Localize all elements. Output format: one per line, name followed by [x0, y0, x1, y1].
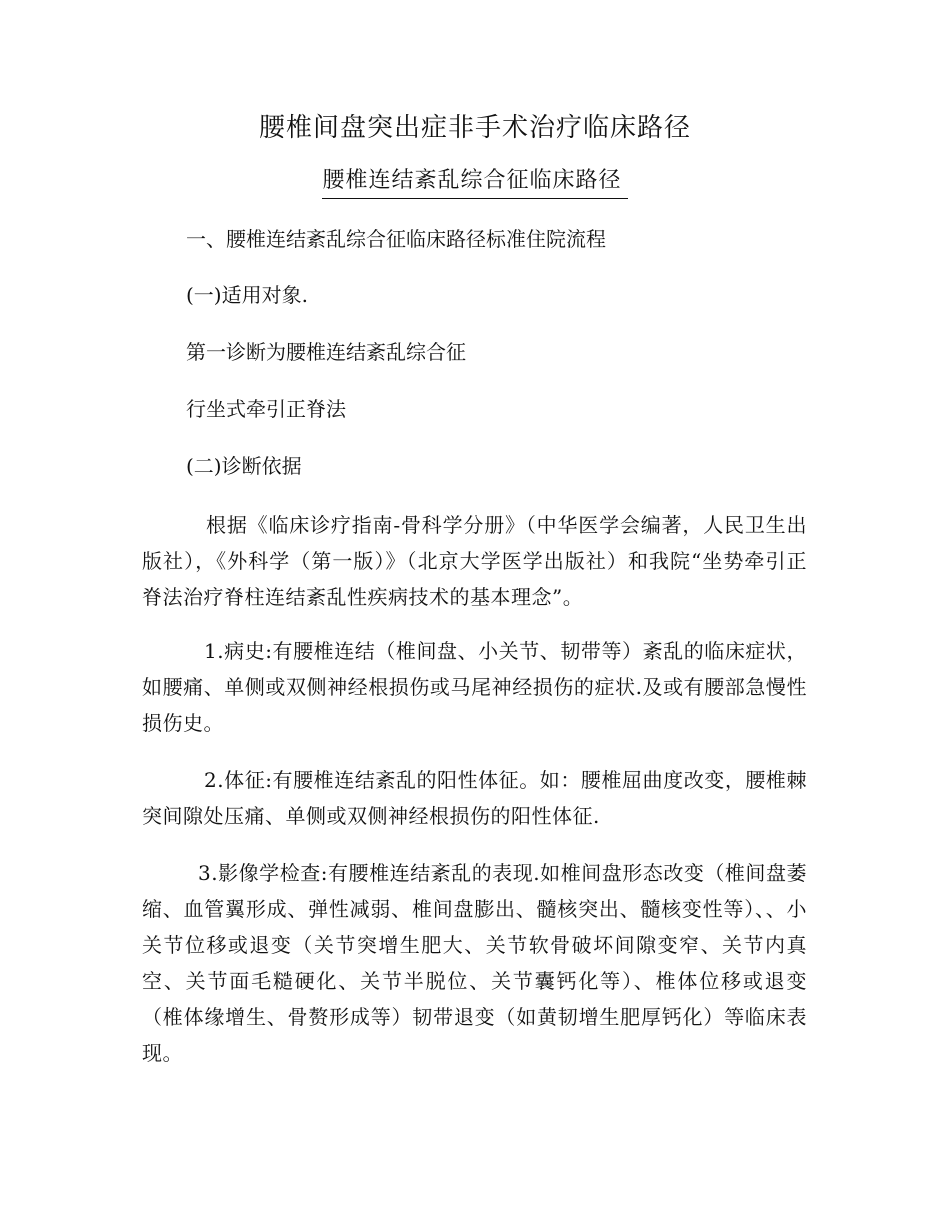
- document-title: 腰椎间盘突出症非手术治疗临床路径: [258, 113, 691, 143]
- applicable-line: 第一诊断为腰椎连结紊乱综合征: [186, 340, 466, 364]
- subtitle-container: [0, 164, 950, 199]
- applicable-line: 行坐式牵引正脊法: [186, 397, 346, 421]
- criteria-item-signs: 2.体征:有腰椎连结紊乱的阳性体征。如：腰椎屈曲度改变，腰椎棘突间隙处压痛、单侧或双侧神经根损伤的阳性体征.: [142, 768, 807, 828]
- subsection-heading-applicable: (一)适用对象.: [186, 283, 308, 307]
- document-subtitle: 腰椎连结紊乱综合征临床路径: [322, 164, 627, 199]
- subsection-heading-basis: (二)诊断依据: [186, 454, 302, 478]
- criteria-item-imaging: 3.影像学检查:有腰椎连结紊乱的表现.如椎间盘形态改变（椎间盘萎缩、血管翼形成、弹性减弱、椎间盘膨出、髓核突出、髓核变性等）、、小关节位移或退变（关节突增生肥大、关节软骨破坏间隙变窄、关节内真空、关节面毛糙硬化、关节半脱位、关节囊钙化等）、椎体位移或退变（椎体缘增生、骨赘形成等）韧带退变（如黄韧增生肥厚钙化）等临床表现。: [142, 861, 807, 1065]
- criteria-item-history: 1.病史:有腰椎连结（椎间盘、小关节、韧带等）紊乱的临床症状，如腰痛、单侧或双侧神经根损伤或马尾神经损伤的症状.及或有腰部急慢性损伤史。: [142, 639, 807, 735]
- section-heading: 一、腰椎连结紊乱综合征临床路径标准住院流程: [186, 227, 606, 251]
- basis-paragraph: 根据《临床诊疗指南-骨科学分册》（中华医学会编著，人民卫生出版社），《外科学（第一版）》（北京大学医学出版社）和我院“坐势牵引正脊法治疗脊柱连结紊乱性疾病技术的基本理念”。: [142, 513, 807, 609]
